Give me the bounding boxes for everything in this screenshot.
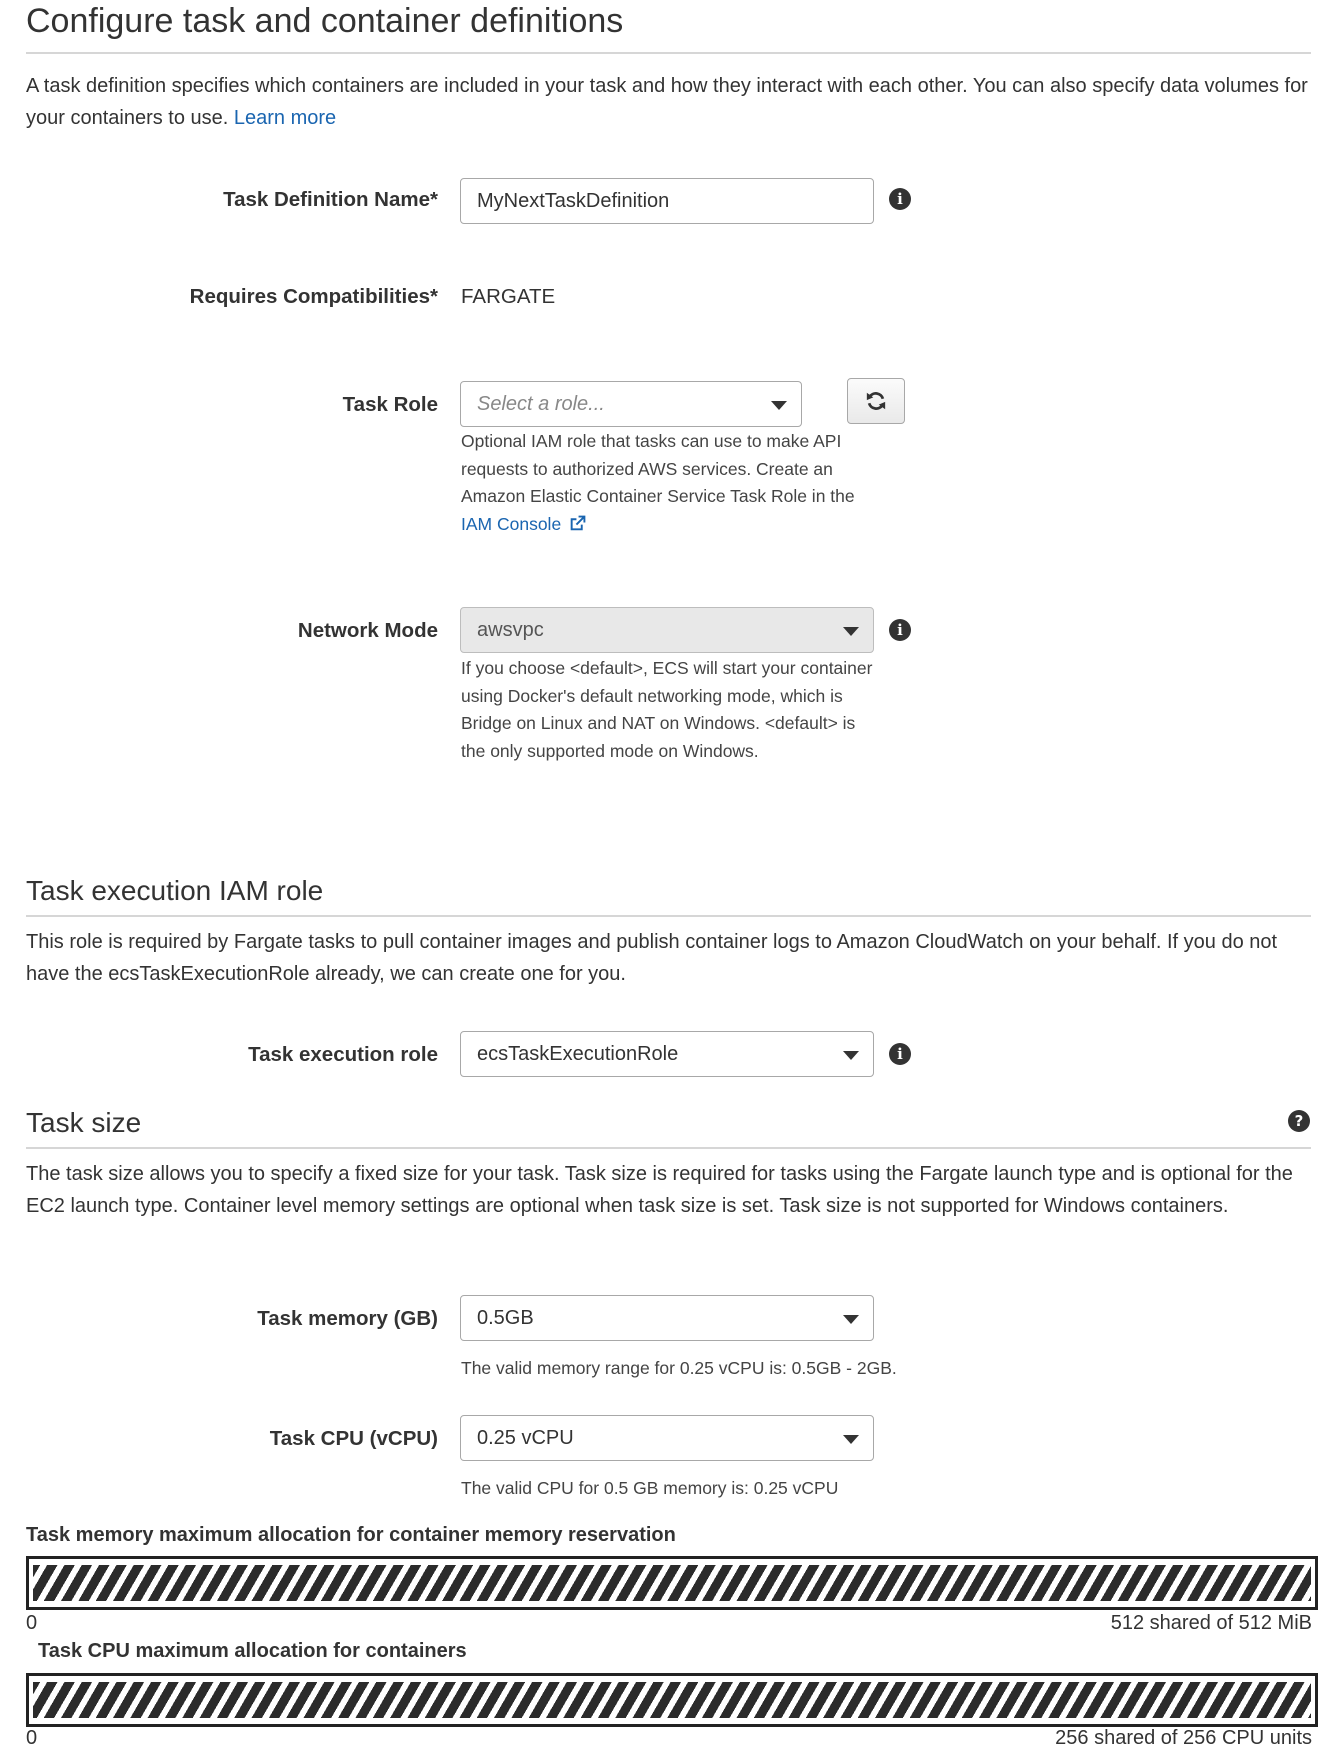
memory-allocation-bar xyxy=(26,1556,1318,1610)
memory-allocation-fill xyxy=(29,1559,1315,1607)
task-role-label: Task Role xyxy=(342,393,438,416)
caret-down-icon xyxy=(843,627,859,636)
section-title-execution-role: Task execution IAM role xyxy=(26,875,324,906)
task-description-text: A task definition specifies which containers are included in your task and how they interact with each other. You can also specify data volumes for your containers to use. xyxy=(26,75,1308,129)
task-memory-value: 0.5GB xyxy=(477,1307,534,1329)
task-size-description: The task size allows you to specify a fixed size for your task. Task size is required for tasks using the Fargate launch type and is optional for the EC2 launch type. Container level memory settings are optional when task size is set. Task size is not supported for Windows containers. xyxy=(26,1163,1293,1217)
task-size-divider xyxy=(26,1147,1311,1149)
network-mode-value: awsvpc xyxy=(477,619,544,641)
requires-compatibilities-value: FARGATE xyxy=(461,285,556,308)
network-mode-help: If you choose <default>, ECS will start your container using Docker's default networking mode, which is Bridge on Linux and NAT on Windows. <default> is the only supported mode on Windows. xyxy=(461,658,873,761)
task-memory-select[interactable] xyxy=(460,1295,874,1341)
task-role-placeholder: Select a role... xyxy=(477,393,605,415)
memory-allocation-title: Task memory maximum allocation for container memory reservation xyxy=(26,1524,676,1546)
caret-down-icon xyxy=(843,1315,859,1324)
task-role-select[interactable] xyxy=(460,381,802,427)
caret-down-icon xyxy=(843,1435,859,1444)
execution-role-divider xyxy=(26,915,1311,917)
info-icon[interactable]: i xyxy=(889,188,911,210)
network-mode-select[interactable] xyxy=(460,607,874,653)
cpu-allocation-fill xyxy=(29,1676,1315,1724)
question-circle-icon[interactable]: ? xyxy=(1288,1110,1310,1132)
external-link-icon xyxy=(569,515,586,532)
requires-compatibilities-label: Requires Compatibilities* xyxy=(189,285,438,308)
cpu-allocation-max: 256 shared of 256 CPU units xyxy=(1055,1727,1312,1749)
cpu-allocation-bar xyxy=(26,1673,1318,1727)
task-cpu-note: The valid CPU for 0.5 GB memory is: 0.25 vCPU xyxy=(461,1478,839,1498)
task-execution-role-label: Task execution role xyxy=(248,1043,438,1066)
task-cpu-value: 0.25 vCPU xyxy=(477,1427,574,1449)
page-title: Configure task and container definitions xyxy=(26,2,624,40)
iam-console-link-label: IAM Console xyxy=(461,513,562,534)
task-role-help-text: Optional IAM role that tasks can use to make API requests to authorized AWS services. Create an Amazon Elastic Container Service Task Role in the xyxy=(461,431,855,506)
info-icon[interactable]: i xyxy=(889,1043,911,1065)
task-definition-name-input[interactable]: MyNextTaskDefinition xyxy=(460,178,874,224)
execution-role-description: This role is required by Fargate tasks to pull container images and publish container logs to Amazon CloudWatch on your behalf. If you do not have the ecsTaskExecutionRole already, we can create one for you. xyxy=(26,931,1278,985)
task-description xyxy=(26,70,1316,134)
task-cpu-label: Task CPU (vCPU) xyxy=(269,1427,438,1450)
iam-console-link[interactable] xyxy=(461,514,586,534)
cpu-allocation-min: 0 xyxy=(26,1727,38,1749)
task-cpu-select[interactable] xyxy=(460,1415,874,1461)
learn-more-link[interactable]: Learn more xyxy=(233,107,337,129)
title-divider xyxy=(26,52,1311,54)
info-icon[interactable]: i xyxy=(889,619,911,641)
refresh-roles-button[interactable] xyxy=(847,378,905,424)
memory-allocation-min: 0 xyxy=(26,1612,38,1634)
caret-down-icon xyxy=(771,401,787,410)
memory-allocation-max: 512 shared of 512 MiB xyxy=(1110,1612,1312,1634)
network-mode-label: Network Mode xyxy=(297,619,438,642)
task-memory-note: The valid memory range for 0.25 vCPU is: 0.5GB - 2GB. xyxy=(461,1358,897,1378)
section-title-task-size: Task size xyxy=(26,1107,142,1138)
task-role-help xyxy=(461,428,881,538)
refresh-icon xyxy=(865,390,887,412)
task-definition-name-label: Task Definition Name* xyxy=(223,188,438,211)
task-execution-role-select[interactable] xyxy=(460,1031,874,1077)
task-execution-role-value: ecsTaskExecutionRole xyxy=(477,1043,679,1065)
task-memory-label: Task memory (GB) xyxy=(257,1307,438,1330)
caret-down-icon xyxy=(843,1051,859,1060)
cpu-allocation-title: Task CPU maximum allocation for containers xyxy=(38,1640,467,1662)
